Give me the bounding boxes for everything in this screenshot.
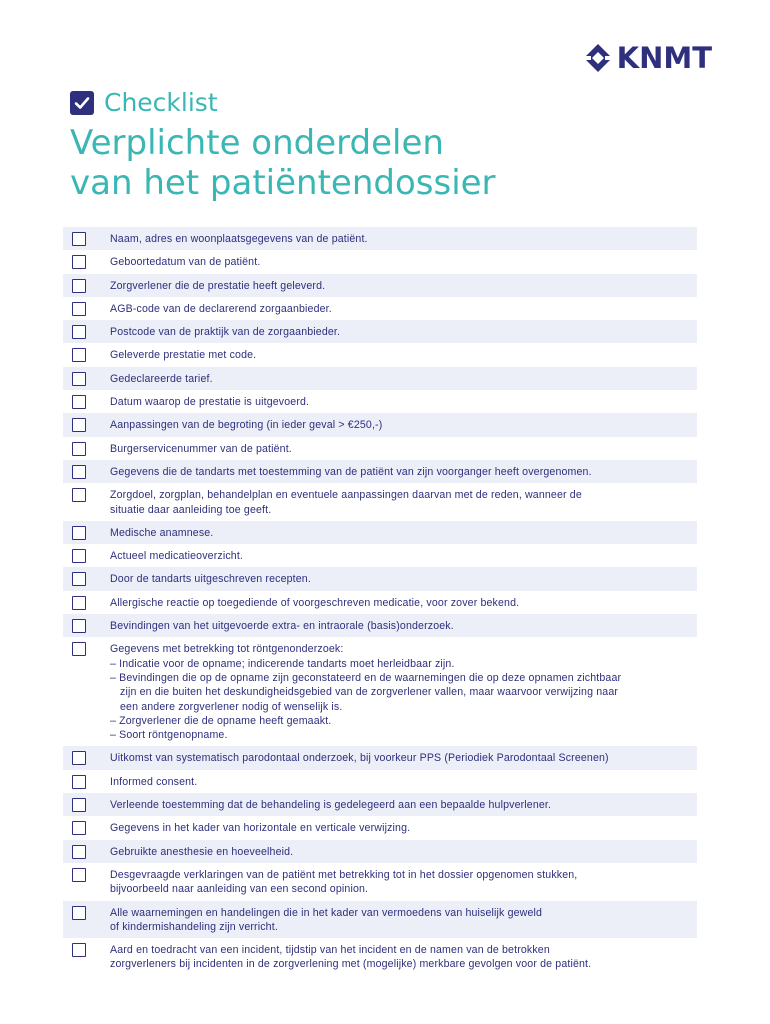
checklist-item-text <box>110 596 687 610</box>
checklist-item-line: – Zorgverlener die de opname heeft gemaakt. <box>110 714 332 727</box>
checkbox[interactable] <box>72 442 86 456</box>
checklist-item-text <box>110 943 687 972</box>
checkbox[interactable] <box>72 868 86 882</box>
checklist-item-text <box>110 572 687 586</box>
checklist-item-line: – Soort röntgenopname. <box>110 729 228 742</box>
checklist-item-text <box>110 348 687 362</box>
checklist-item <box>63 567 697 590</box>
checklist-item-line: – Bevindingen die op de opname zijn geconstateerd en de waarnemingen die op deze opnamen zichtbaar <box>110 671 622 684</box>
checklist-item-line: Aard en toedracht van een incident, tijdstip van het incident en de namen van de betrokken <box>110 944 550 957</box>
checklist-item-text <box>110 325 687 339</box>
checklist-item-line: Informed consent. <box>110 775 198 788</box>
checklist-item-text <box>110 619 687 633</box>
checklist-item-line: of kindermishandeling zijn verricht. <box>110 920 278 933</box>
checklist-item <box>63 863 697 901</box>
checklist-item-line: Actueel medicatieoverzicht. <box>110 550 244 563</box>
checkmark-icon <box>70 91 94 115</box>
checklist-item-text <box>110 821 687 835</box>
checkbox[interactable] <box>72 372 86 386</box>
checklist-item-line: Gegevens in het kader van horizontale en verticale verwijzing. <box>110 822 411 835</box>
checklist <box>63 227 697 976</box>
checklist-item <box>63 367 697 390</box>
checkbox[interactable] <box>72 255 86 269</box>
checkbox[interactable] <box>72 526 86 540</box>
checklist-item-text <box>110 279 687 293</box>
checklist-item-line: Gegevens die de tandarts met toestemming van de patiënt van zijn voorganger heeft overgenomen. <box>110 465 592 478</box>
checklist-item <box>63 343 697 366</box>
checklist-item-line: een andere zorgverlener nodig of wenselijk is. <box>120 700 343 713</box>
checklist-item-line: Zorgdoel, zorgplan, behandelplan en eventuele aanpassingen daarvan met de reden, wanneer de <box>110 489 582 502</box>
checklist-item-line: Allergische reactie op toegediende of voorgeschreven medicatie, voor zover bekend. <box>110 596 520 609</box>
checklist-item-line: Bevindingen van het uitgevoerde extra- en intraorale (basis)onderzoek. <box>110 620 454 633</box>
checklist-item <box>63 793 697 816</box>
checklist-item-line: Medische anamnese. <box>110 526 214 539</box>
checklist-item <box>63 320 697 343</box>
checklist-item-line: situatie daar aanleiding toe geeft. <box>110 503 272 516</box>
checklist-item-text <box>110 232 687 246</box>
checklist-item-line: Gegevens met betrekking tot röntgenonderzoek: <box>110 643 344 656</box>
checklist-item-text <box>110 372 687 386</box>
checkbox[interactable] <box>72 488 86 502</box>
checklist-item <box>63 770 697 793</box>
checklist-item-text <box>110 418 687 432</box>
checkbox[interactable] <box>72 845 86 859</box>
checklist-item-text <box>110 775 687 789</box>
logo-text: KNMT <box>616 41 712 75</box>
checklist-item-line: Verleende toestemming dat de behandeling is gedelegeerd aan een bepaalde hulpverlener. <box>110 799 552 812</box>
checklist-item <box>63 413 697 436</box>
checkbox[interactable] <box>72 943 86 957</box>
checkbox[interactable] <box>72 596 86 610</box>
checklist-item-line: Gedeclareerde tarief. <box>110 372 213 385</box>
knmt-logo <box>583 42 712 74</box>
checklist-item <box>63 901 697 939</box>
page-title <box>70 123 710 203</box>
checklist-item <box>63 544 697 567</box>
checkbox[interactable] <box>72 302 86 316</box>
checklist-item-line: Geleverde prestatie met code. <box>110 349 257 362</box>
checkbox[interactable] <box>72 798 86 812</box>
checklist-item <box>63 637 697 746</box>
checklist-item-text <box>110 465 687 479</box>
checklist-item-line: Desgevraagde verklaringen van de patiënt met betrekking tot in het dossier opgenomen stukken, <box>110 868 578 881</box>
checklist-item-line: Aanpassingen van de begroting (in ieder geval > €250,-) <box>110 419 383 432</box>
checklist-item <box>63 274 697 297</box>
checklist-item <box>63 483 697 521</box>
checkbox[interactable] <box>72 418 86 432</box>
checklist-item-line: zijn en die buiten het deskundigheidsgebied van de zorgverlener vallen, maar waarvoor verwijzing naar <box>120 686 619 699</box>
checklist-item-line: Geboortedatum van de patiënt. <box>110 256 261 269</box>
checklist-item-text <box>110 868 687 897</box>
checklist-item <box>63 746 697 769</box>
checklist-label <box>70 88 218 117</box>
checkbox[interactable] <box>72 279 86 293</box>
checklist-item <box>63 297 697 320</box>
checkbox[interactable] <box>72 906 86 920</box>
checkbox[interactable] <box>72 619 86 633</box>
checklist-item-text <box>110 798 687 812</box>
checklist-item-line: Burgerservicenummer van de patiënt. <box>110 442 292 455</box>
checklist-item-line: Uitkomst van systematisch parodontaal onderzoek, bij voorkeur PPS (Periodiek Parodontaal Screenen) <box>110 752 609 765</box>
checklist-item-line: bijvoorbeeld naar aanleiding van een second opinion. <box>110 883 369 896</box>
checkbox[interactable] <box>72 751 86 765</box>
checklist-item-line: Naam, adres en woonplaatsgegevens van de patiënt. <box>110 233 368 245</box>
checklist-item-line: Gebruikte anesthesie en hoeveelheid. <box>110 845 294 858</box>
checkbox[interactable] <box>72 642 86 656</box>
checklist-item-text <box>110 642 687 742</box>
checkbox[interactable] <box>72 549 86 563</box>
knmt-diamond-logo-icon <box>583 43 613 73</box>
checklist-item <box>63 614 697 637</box>
checkbox[interactable] <box>72 465 86 479</box>
checklist-item <box>63 816 697 839</box>
checklist-item-line: zorgverleners bij incidenten in de zorgverlening met (mogelijke) merkbare gevolgen voor de patiënt. <box>110 958 592 971</box>
checklist-item-text <box>110 395 687 409</box>
checklist-item-line: Zorgverlener die de prestatie heeft geleverd. <box>110 279 326 292</box>
title-line: Verplichte onderdelen <box>70 123 444 163</box>
checkbox[interactable] <box>72 775 86 789</box>
checklist-item <box>63 591 697 614</box>
checklist-item <box>63 938 697 976</box>
checkbox[interactable] <box>72 348 86 362</box>
checklist-item-text <box>110 442 687 456</box>
checklist-item <box>63 390 697 413</box>
checklist-item <box>63 460 697 483</box>
checklist-item <box>63 227 697 250</box>
checkbox[interactable] <box>72 395 86 409</box>
checklist-item <box>63 437 697 460</box>
checklist-item <box>63 250 697 273</box>
checklist-item-text <box>110 526 687 540</box>
checklist-item <box>63 521 697 544</box>
title-line: van het patiëntendossier <box>70 163 496 203</box>
checklist-item-line: Door de tandarts uitgeschreven recepten. <box>110 573 311 586</box>
checkbox[interactable] <box>72 325 86 339</box>
checklist-item-line: Datum waarop de prestatie is uitgevoerd. <box>110 396 310 409</box>
checklist-item-text <box>110 845 687 859</box>
checklist-item-line: Postcode van de praktijk van de zorgaanbieder. <box>110 326 341 339</box>
checklist-item-line: Alle waarnemingen en handelingen die in het kader van vermoedens van huiselijk geweld <box>110 906 543 919</box>
checklist-item-line: AGB-code van de declarerend zorgaanbieder. <box>110 302 332 315</box>
checklist-item-text <box>110 255 687 269</box>
checklist-item-text <box>110 751 687 765</box>
checklist-item-line: – Indicatie voor de opname; indicerende tandarts moet herleidbaar zijn. <box>110 657 455 670</box>
checklist-item-text <box>110 549 687 563</box>
checkbox[interactable] <box>72 572 86 586</box>
checklist-item <box>63 840 697 863</box>
checkbox[interactable] <box>72 232 86 246</box>
checklist-item-text <box>110 488 687 517</box>
checklist-item-text <box>110 302 687 316</box>
checklist-kicker: Checklist <box>104 88 218 117</box>
checkbox[interactable] <box>72 821 86 835</box>
checklist-item-text <box>110 906 687 935</box>
